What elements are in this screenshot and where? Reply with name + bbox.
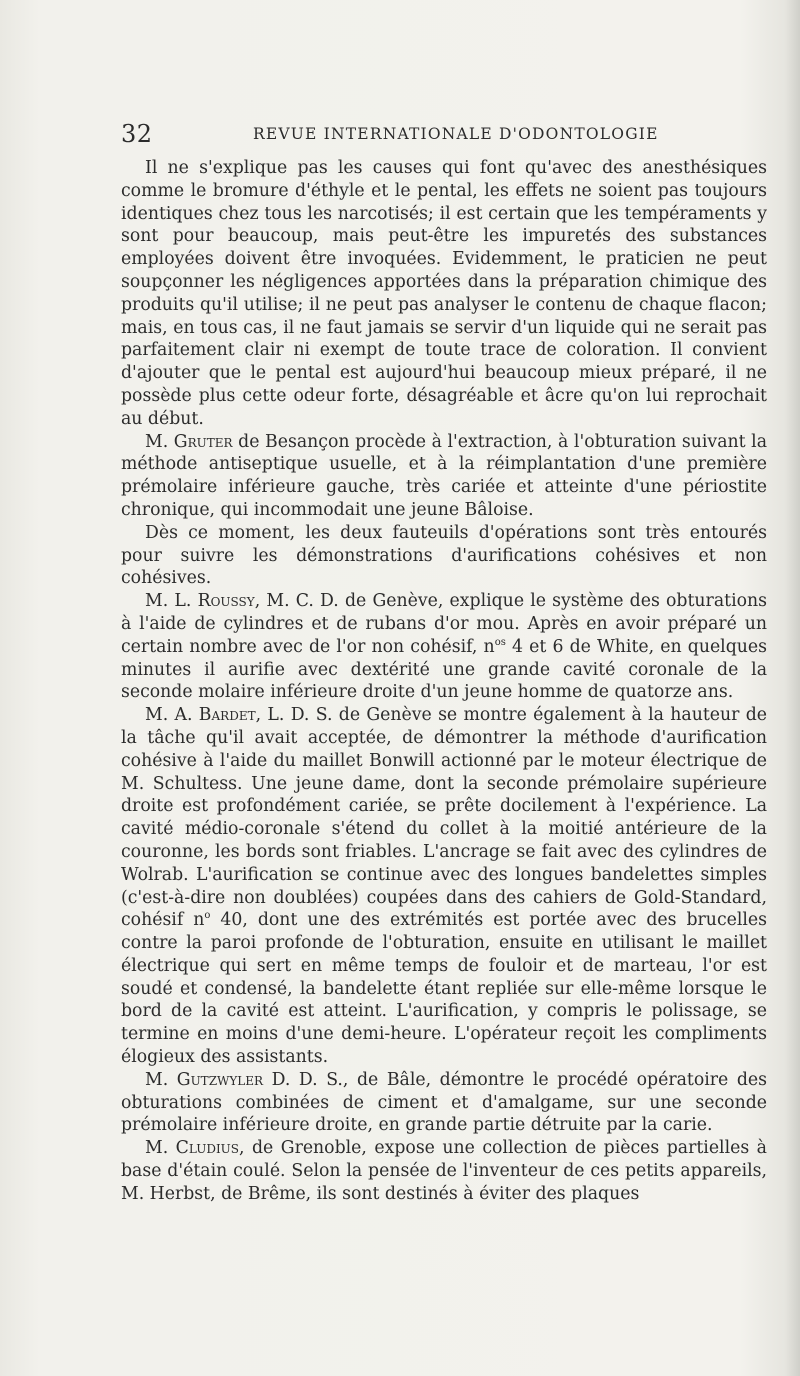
paragraph-anesthesia xyxy=(121,157,767,431)
paragraph-text-part: , M. C. D. de Genève, explique le système des obturations à l'aide de cylindres et de rubans d'or mou. Après en avoir préparé un certain nombre avec de l'or non cohésif, n xyxy=(121,591,767,657)
paragraph-gruter xyxy=(121,431,767,522)
person-name: Gruter xyxy=(173,431,233,452)
paragraph-bardet xyxy=(121,704,767,1069)
paragraph-cludius xyxy=(121,1137,767,1205)
paragraph-prefix: M. xyxy=(145,1069,177,1090)
person-name: Bardet xyxy=(198,705,256,726)
page-header xyxy=(121,120,659,148)
paragraph-text: Dès ce moment, les deux fauteuils d'opérations sont très entourés pour suivre les démonstrations d'aurifications cohésives et non cohésives. xyxy=(121,522,767,589)
paragraph-roussy xyxy=(121,590,767,704)
paragraph-text: 4 et 6 de White, en quelques minutes il aurifie avec dextérité une grande cavité coronale de la seconde molaire inférieure droite d'un jeune homme de quatorze ans. xyxy=(121,636,767,703)
paragraph-text: 40, dont une des extrémités est portée avec des brucelles contre la paroi profonde de l'obturation, ensuite en utilisant le maillet électrique qui sert en même temps de fouloir et de marteau, l'or est soudé et condensé, la bandelette étant repliée sur elle-même lorsque le bord de la cavité est atteint. L'aurification, y compris le polissage, se termine en moins d'une demi-heure. L'opérateur reçoit les compliments élogieux des assistants. xyxy=(121,910,767,1068)
running-title: REVUE INTERNATIONALE D'ODONTOLOGIE xyxy=(253,125,659,143)
person-name: Roussy xyxy=(197,591,255,612)
paragraph-text: D. D. S., de Bâle, démontre le procédé opératoire des obturations combinées de ciment et d'amalgame, sur une seconde prémolaire inférieure droite, en grande partie détruite par la carie. xyxy=(121,1069,767,1136)
paragraph-prefix: M. A. xyxy=(145,705,199,726)
person-name: Gutzwyler xyxy=(176,1069,264,1090)
body-text xyxy=(121,157,767,1206)
superscript: o xyxy=(204,910,211,922)
paragraph-text: , de Grenoble, expose une collection de pièces partielles à base d'étain coulé. Selon la pensée de l'inventeur de ces petits appareils, M. Herbst, de Brême, ils sont destinés à éviter des plaques xyxy=(121,1138,767,1204)
paragraph-text: de Besançon procède à l'extraction, à l'obturation suivant la méthode antiseptique usuelle, et à la réimplantation d'une première prémolaire inférieure gauche, très cariée et atteinte d'une périostite chronique, qui incommodait une jeune Bâloise. xyxy=(121,431,767,520)
paragraph-prefix: M. L. xyxy=(145,591,198,612)
paragraph-text-part: , L. D. S. de Genève se montre également à la hauteur de la tâche qu'il avait acceptée, de démontrer la méthode d'aurification cohésive à l'aide du maillet Bonwill actionné par le moteur électrique de M. Schultess. Une jeune dame, dont la seconde prémolaire supérieure droite est profondément cariée, se prête docilement à l'expérience. La cavité médio-coronale s'étend du collet à la moitié antérieure de la couronne, les bords sont friables. L'ancrage se fait avec des cylindres de Wolrab. L'aurification se continue avec des longues bandelettes simples (c'est-à-dire non doublées) coupées dans des cahiers de Gold-Standard, cohésif n xyxy=(121,705,767,931)
person-name: Cludius xyxy=(175,1138,240,1159)
superscript: os xyxy=(494,636,506,648)
paragraph-prefix: M. xyxy=(145,431,174,452)
paragraph-gutzwyler xyxy=(121,1069,767,1137)
paragraph-prefix: M. xyxy=(145,1138,176,1159)
page-number: 32 xyxy=(121,120,153,148)
paragraph-demonstrations xyxy=(121,522,767,590)
paragraph-text: Il ne s'explique pas les causes qui font qu'avec des anesthésiques comme le bromure d'éthyle et le pental, les effets ne soient pas toujours identiques chez tous les narcotisés; il est certain que les tempéraments y sont pour beaucoup, mais peut-être les impuretés des substances employées doivent être invoquées. Evidemment, le praticien ne peut soupçonner les négligences apportées dans la préparation chimique des produits qu'il utilise; il ne peut pas analyser le contenu de chaque flacon; mais, en tous cas, il ne faut jamais se servir d'un liquide qui ne serait pas parfaitement clair ni exempt de toute trace de coloration. Il convient d'ajouter que le pental est aujourd'hui beaucoup mieux préparé, il ne possède plus cette odeur forte, désagréable et âcre qu'on lui reprochait au début. xyxy=(121,158,767,429)
